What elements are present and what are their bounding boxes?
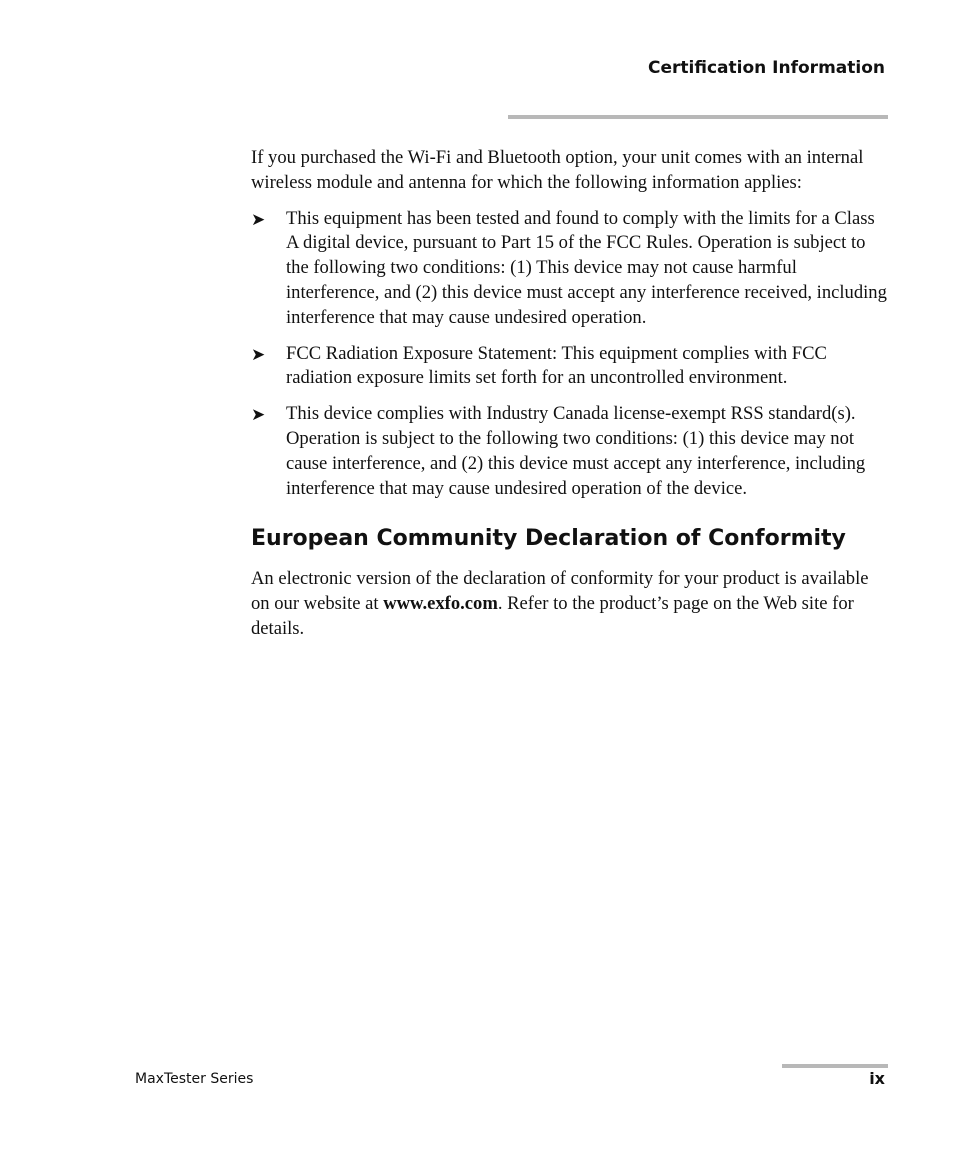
- intro-paragraph: If you purchased the Wi-Fi and Bluetooth option, your unit comes with an internal wireless module and antenna for which the following information applies:: [251, 147, 864, 193]
- list-item: [251, 402, 887, 501]
- page-number: ix: [869, 1069, 885, 1088]
- arrow-bullet-icon: ➤: [251, 344, 266, 365]
- page-body: [251, 146, 887, 642]
- section-text-after: . Refer to the product’s page on the Web site for details.: [251, 593, 854, 639]
- bullet-text: This device complies with Industry Canada license-exempt RSS standard(s). Operation is subject to the following two conditions: (1) this device may not cause interference, and (2) this device must accept any interference, including interference that may cause undesired operation of the device.: [286, 403, 866, 499]
- bullet-text: This equipment has been tested and found to comply with the limits for a Class A digital device, pursuant to Part 15 of the FCC Rules. Operation is subject to the following two conditions: (1) This device may not cause harmful interference, and (2) this device must accept any interference received, including interference that may cause undesired operation.: [286, 207, 887, 328]
- bullet-list: [251, 207, 887, 502]
- section-paragraph: [251, 567, 887, 641]
- footer-rule: [782, 1064, 888, 1068]
- list-item: [251, 342, 887, 392]
- footer-product-name: MaxTester Series: [135, 1071, 254, 1087]
- website-link[interactable]: www.exfo.com: [383, 593, 498, 615]
- section-heading: European Community Declaration of Conformity: [251, 526, 846, 552]
- running-header-title: Certification Information: [648, 58, 885, 78]
- list-item: [251, 207, 887, 331]
- arrow-bullet-icon: ➤: [251, 209, 266, 230]
- arrow-bullet-icon: ➤: [251, 405, 266, 426]
- section-text-before: An electronic version of the declaration of conformity for your product is available on our website at: [251, 568, 869, 615]
- header-rule: [508, 115, 888, 119]
- bullet-text: FCC Radiation Exposure Statement: This equipment complies with FCC radiation exposure limits set forth for an uncontrolled environment.: [286, 342, 827, 389]
